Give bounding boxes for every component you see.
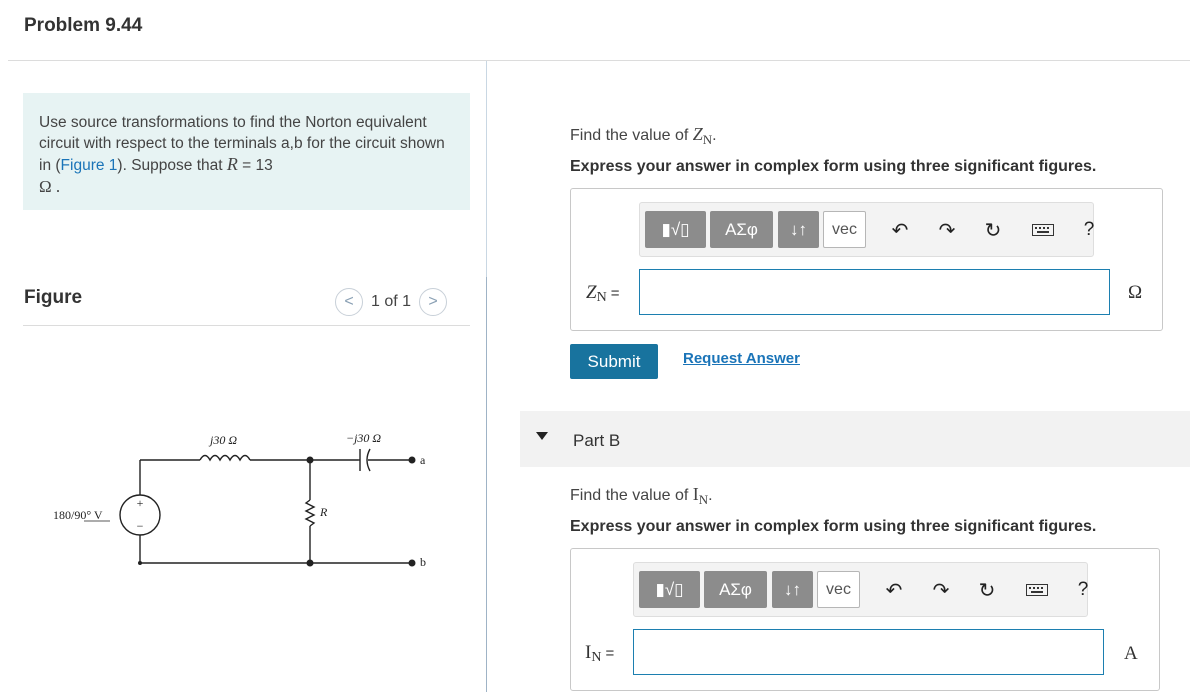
problem-text-2: ). Suppose that [117, 157, 227, 174]
terminal-b: b [420, 555, 426, 569]
resistor [306, 500, 314, 526]
part-b-header[interactable] [520, 411, 1190, 467]
r-value: = 13 [237, 157, 273, 174]
part-a-answer-label: $Z_N$ = [586, 282, 620, 305]
templates-button[interactable]: ▮√▯ [639, 571, 700, 608]
request-answer-link[interactable]: Request Answer [683, 350, 800, 367]
inductor-label: j30 Ω [210, 433, 238, 447]
vec-button[interactable]: vec [817, 571, 860, 608]
figure-link[interactable]: Figure 1 [60, 157, 118, 174]
figure-pager [335, 288, 447, 316]
redo-icon[interactable]: ↷ [932, 579, 950, 602]
part-a-math-toolbar [639, 202, 1094, 257]
inductor [200, 456, 250, 461]
column-divider-dark [486, 277, 487, 692]
undo-icon[interactable]: ↶ [891, 219, 909, 242]
collapse-caret-icon[interactable] [536, 432, 548, 440]
next-figure-button[interactable]: > [419, 288, 447, 316]
part-b-math-toolbar [633, 562, 1088, 617]
prev-figure-button[interactable]: < [335, 288, 363, 316]
minus-sign: − [136, 519, 144, 533]
r-variable: R [226, 154, 238, 174]
page-title: Problem 9.44 [24, 15, 143, 36]
help-icon[interactable]: ? [1077, 579, 1089, 600]
part-b-unit: A [1124, 643, 1138, 664]
keyboard-icon[interactable] [1026, 579, 1048, 601]
part-a-instruction: Express your answer in complex form using three significant figures. [570, 158, 1097, 175]
zn-answer-input[interactable] [639, 269, 1110, 315]
arrows-button[interactable]: ↓↑ [778, 211, 819, 248]
plus-sign: + [136, 496, 144, 510]
help-icon[interactable]: ? [1083, 219, 1095, 240]
problem-text: Use source transformations to find the Norton equivalent circuit with respect to the terminals a,b for the circuit shown in ( [39, 114, 445, 174]
resistor-label: R [320, 505, 328, 519]
part-b-answer-box [570, 548, 1160, 691]
part-b-instruction: Express your answer in complex form using three significant figures. [570, 518, 1097, 535]
greek-button[interactable]: ΑΣφ [710, 211, 773, 248]
keyboard-icon[interactable] [1032, 219, 1054, 241]
undo-icon[interactable]: ↶ [885, 579, 903, 602]
part-b-title: Part B [573, 431, 621, 450]
circuit-diagram [40, 420, 440, 580]
submit-button[interactable]: Submit [570, 344, 658, 379]
part-a-answer-box [570, 188, 1163, 331]
reset-icon[interactable]: ↻ [984, 219, 1002, 242]
r-unit: Ω . [39, 177, 61, 196]
figure-count: 1 of 1 [371, 293, 412, 310]
terminal-a: a [420, 453, 426, 467]
part-a-unit: Ω [1128, 282, 1143, 303]
vec-button[interactable]: vec [823, 211, 866, 248]
header-divider [8, 60, 1190, 61]
templates-button[interactable]: ▮√▯ [645, 211, 706, 248]
figure-divider [23, 325, 470, 326]
part-b-prompt: Find the value of $I_N$. [570, 484, 713, 508]
reset-icon[interactable]: ↻ [978, 579, 996, 602]
greek-button[interactable]: ΑΣφ [704, 571, 767, 608]
in-answer-input[interactable] [633, 629, 1104, 675]
figure-label: Figure [24, 287, 83, 308]
source-label: 180/90° V [53, 508, 103, 522]
capacitor-label: −j30 Ω [346, 431, 382, 445]
part-b-answer-label: $I_N$ = [585, 642, 615, 665]
problem-statement [23, 93, 470, 210]
redo-icon[interactable]: ↷ [938, 219, 956, 242]
arrows-button[interactable]: ↓↑ [772, 571, 813, 608]
part-a-prompt: Find the value of $Z_N$. [570, 124, 717, 148]
